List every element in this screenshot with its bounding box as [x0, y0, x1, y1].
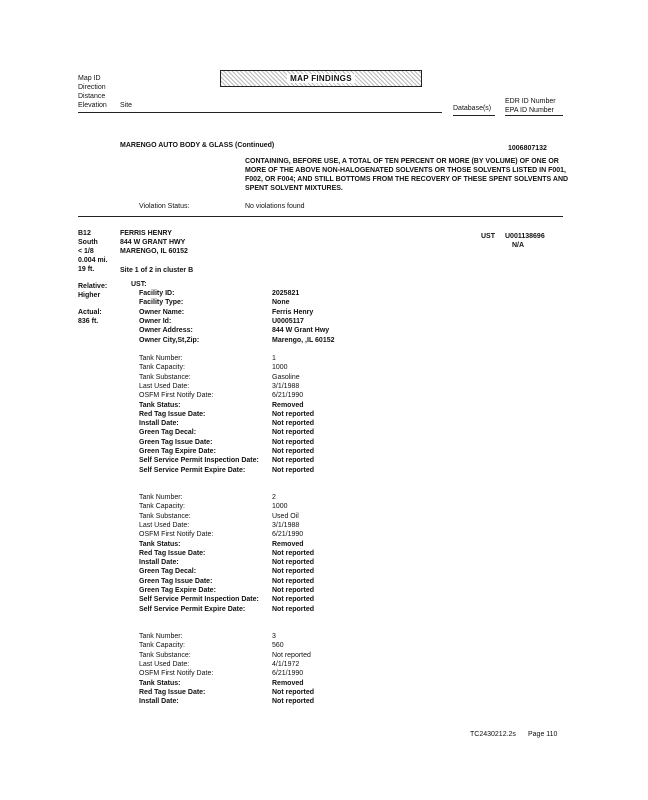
- tank2-field-label: Tank Status:: [139, 540, 181, 548]
- tank1-field-label: Tank Capacity:: [139, 364, 185, 372]
- tank2-field-label: Green Tag Issue Date:: [139, 577, 213, 585]
- site-address: 844 W GRANT HWY: [120, 239, 186, 246]
- tank3-field-label: Tank Status:: [139, 679, 181, 687]
- facility-field-value: Marengo, ,IL 60152: [272, 336, 335, 344]
- tank2-field-label: Tank Number:: [139, 494, 183, 501]
- facility-field-label: Facility ID:: [139, 290, 175, 297]
- facility-field-label: Owner Id:: [139, 317, 172, 325]
- tank2-field-label: Green Tag Expire Date:: [139, 587, 216, 594]
- tank1-field-value: Gasoline: [272, 373, 300, 381]
- tank3-field-value: 560: [272, 642, 284, 650]
- tank1-field-value: 1: [272, 355, 276, 362]
- relative-label: Relative:: [78, 283, 108, 290]
- tank2-field-value: Used Oil: [272, 512, 299, 520]
- tank1-field-value: 6/21/1990: [272, 392, 304, 400]
- site-city: MARENGO, IL 60152: [120, 248, 188, 255]
- facility-field-value: None: [272, 299, 290, 307]
- tank2-field-value: Not reported: [272, 549, 314, 557]
- map-findings-banner: [220, 70, 422, 87]
- header-left-labels: [78, 74, 107, 110]
- tank1-field-value: 1000: [272, 364, 288, 372]
- section-divider: [78, 216, 563, 217]
- relative-value: Higher: [78, 292, 101, 299]
- tank2-field-label: Self Service Permit Inspection Date:: [139, 596, 259, 604]
- facility-field-label: Owner City,St,Zip:: [139, 336, 200, 344]
- tank1-field-label: Green Tag Expire Date:: [139, 448, 216, 455]
- tank1-field-value: Not reported: [272, 457, 314, 465]
- tank3-field-label: Tank Capacity:: [139, 642, 185, 650]
- tank3-field-value: Not reported: [272, 688, 314, 696]
- tank1-field-value: Not reported: [272, 438, 314, 446]
- continued-note: CONTAINING, BEFORE USE, A TOTAL OF TEN PERCENT OR MORE (BY VOLUME) OF ONE OR MORE OF THE ABOVE NON-HALOGENATED SOLVENTS OR THOSE SOLVENTS LISTED IN F001, F002, OR F004; AND STILL BOTTOMS FROM THE RECOVERY OF THESE SPENT SOLVENTS AND SPENT SOLVENT MIXTURES.: [245, 158, 569, 192]
- site-distance-ft: 19 ft.: [78, 266, 95, 273]
- tank2-field-label: Red Tag Issue Date:: [139, 549, 206, 557]
- tank3-field-label: Last Used Date:: [139, 660, 190, 668]
- site-map-id: B12: [78, 230, 91, 237]
- map-id-label: Map ID: [78, 75, 101, 82]
- facility-field-value: Ferris Henry: [272, 308, 314, 316]
- tank3-field-label: Tank Substance:: [139, 651, 191, 659]
- tank1-field-value: Removed: [272, 401, 304, 409]
- tank2-field-label: OSFM First Notify Date:: [139, 531, 214, 539]
- tank3-field-value: Not reported: [272, 698, 314, 706]
- tank3-field-label: Install Date:: [139, 698, 179, 706]
- tank1-field-value: Not reported: [272, 466, 314, 474]
- tank1-field-value: Not reported: [272, 410, 314, 418]
- tank1-field-label: Install Date:: [139, 420, 179, 428]
- epa-id-label: EPA ID Number: [505, 107, 554, 114]
- direction-label: Direction: [78, 84, 106, 91]
- violation-value: No violations found: [245, 203, 305, 210]
- tank2-field-label: Green Tag Decal:: [139, 568, 197, 576]
- continued-edr-id: 1006807132: [508, 145, 547, 152]
- tank2-field-value: 1000: [272, 503, 288, 511]
- tank2-field-value: Not reported: [272, 577, 314, 585]
- tank1-field-label: Green Tag Issue Date:: [139, 438, 213, 446]
- tank1-field-label: OSFM First Notify Date:: [139, 392, 214, 400]
- tank3-field-value: 6/21/1990: [272, 670, 304, 678]
- footer-page: Page 110: [528, 731, 558, 738]
- site-distance-mi: 0.004 mi.: [78, 257, 108, 264]
- site-distance: < 1/8: [78, 248, 94, 255]
- site-epa-id: N/A: [512, 242, 525, 249]
- facility-field-label: Owner Address:: [139, 327, 193, 335]
- tank1-field-value: Not reported: [272, 420, 314, 428]
- tank1-field-value: Not reported: [272, 448, 314, 455]
- elevation-label: Elevation: [78, 102, 107, 109]
- ust-label: UST:: [131, 281, 147, 288]
- facility-field-label: Owner Name:: [139, 308, 185, 316]
- tank3-field-value: 4/1/1972: [272, 660, 300, 668]
- header-rule-4: [505, 115, 563, 116]
- tank2-field-value: Not reported: [272, 596, 314, 604]
- database-label: Database(s): [453, 105, 492, 112]
- edr-id-label: EDR ID Number: [505, 98, 556, 105]
- tank2-field-label: Last Used Date:: [139, 521, 190, 529]
- tank1-field-label: Self Service Permit Expire Date:: [139, 466, 246, 474]
- site-direction: South: [78, 239, 98, 246]
- tank2-field-value: 3/1/1988: [272, 521, 300, 529]
- header-rule-2: [120, 112, 442, 113]
- tank2-field-label: Tank Capacity:: [139, 503, 185, 511]
- tank1-field-label: Tank Substance:: [139, 373, 191, 381]
- footer-doc-id: TC2430212.2s: [470, 731, 516, 738]
- site-name: FERRIS HENRY: [120, 230, 172, 237]
- site-edr-id: U001138696: [505, 233, 545, 240]
- actual-label: Actual:: [78, 309, 102, 316]
- tank2-field-label: Self Service Permit Expire Date:: [139, 605, 246, 613]
- tank2-field-value: Not reported: [272, 587, 314, 594]
- site-cluster: Site 1 of 2 in cluster B: [120, 267, 194, 274]
- tank2-field-value: 6/21/1990: [272, 531, 304, 539]
- tank3-field-value: 3: [272, 633, 276, 640]
- tank2-field-label: Install Date:: [139, 559, 179, 567]
- tank2-field-value: Not reported: [272, 568, 314, 576]
- tank1-field-label: Self Service Permit Inspection Date:: [139, 457, 259, 465]
- facility-field-label: Facility Type:: [139, 299, 184, 307]
- facility-field-value: U0005117: [272, 317, 304, 325]
- distance-label: Distance: [78, 93, 106, 100]
- tank2-field-label: Tank Substance:: [139, 512, 191, 520]
- continued-title: MARENGO AUTO BODY & GLASS (Continued): [120, 142, 275, 149]
- header-rule-3: [453, 115, 495, 116]
- banner-text: MAP FINDINGS: [287, 74, 355, 83]
- violation-label: Violation Status:: [139, 203, 190, 210]
- actual-value: 836 ft.: [78, 318, 99, 325]
- tank3-field-label: Red Tag Issue Date:: [139, 688, 206, 696]
- tank1-field-label: Tank Status:: [139, 401, 181, 409]
- tank1-field-label: Last Used Date:: [139, 382, 190, 390]
- site-database: UST: [481, 233, 495, 240]
- tank3-field-value: Not reported: [272, 651, 311, 659]
- tank1-field-label: Green Tag Decal:: [139, 429, 197, 437]
- tank3-field-value: Removed: [272, 679, 304, 687]
- tank2-field-value: Not reported: [272, 605, 314, 613]
- facility-field-value: 2025821: [272, 290, 300, 297]
- tank1-field-value: 3/1/1988: [272, 382, 300, 390]
- tank3-field-label: Tank Number:: [139, 633, 183, 640]
- tank1-field-label: Red Tag Issue Date:: [139, 410, 206, 418]
- facility-field-value: 844 W Grant Hwy: [272, 327, 330, 335]
- tank1-field-label: Tank Number:: [139, 355, 183, 362]
- tank1-field-value: Not reported: [272, 429, 314, 437]
- tank2-field-value: Not reported: [272, 559, 314, 567]
- tank2-field-value: Removed: [272, 540, 304, 548]
- site-label: Site: [120, 102, 133, 109]
- tank2-field-value: 2: [272, 494, 276, 501]
- tank3-field-label: OSFM First Notify Date:: [139, 670, 214, 678]
